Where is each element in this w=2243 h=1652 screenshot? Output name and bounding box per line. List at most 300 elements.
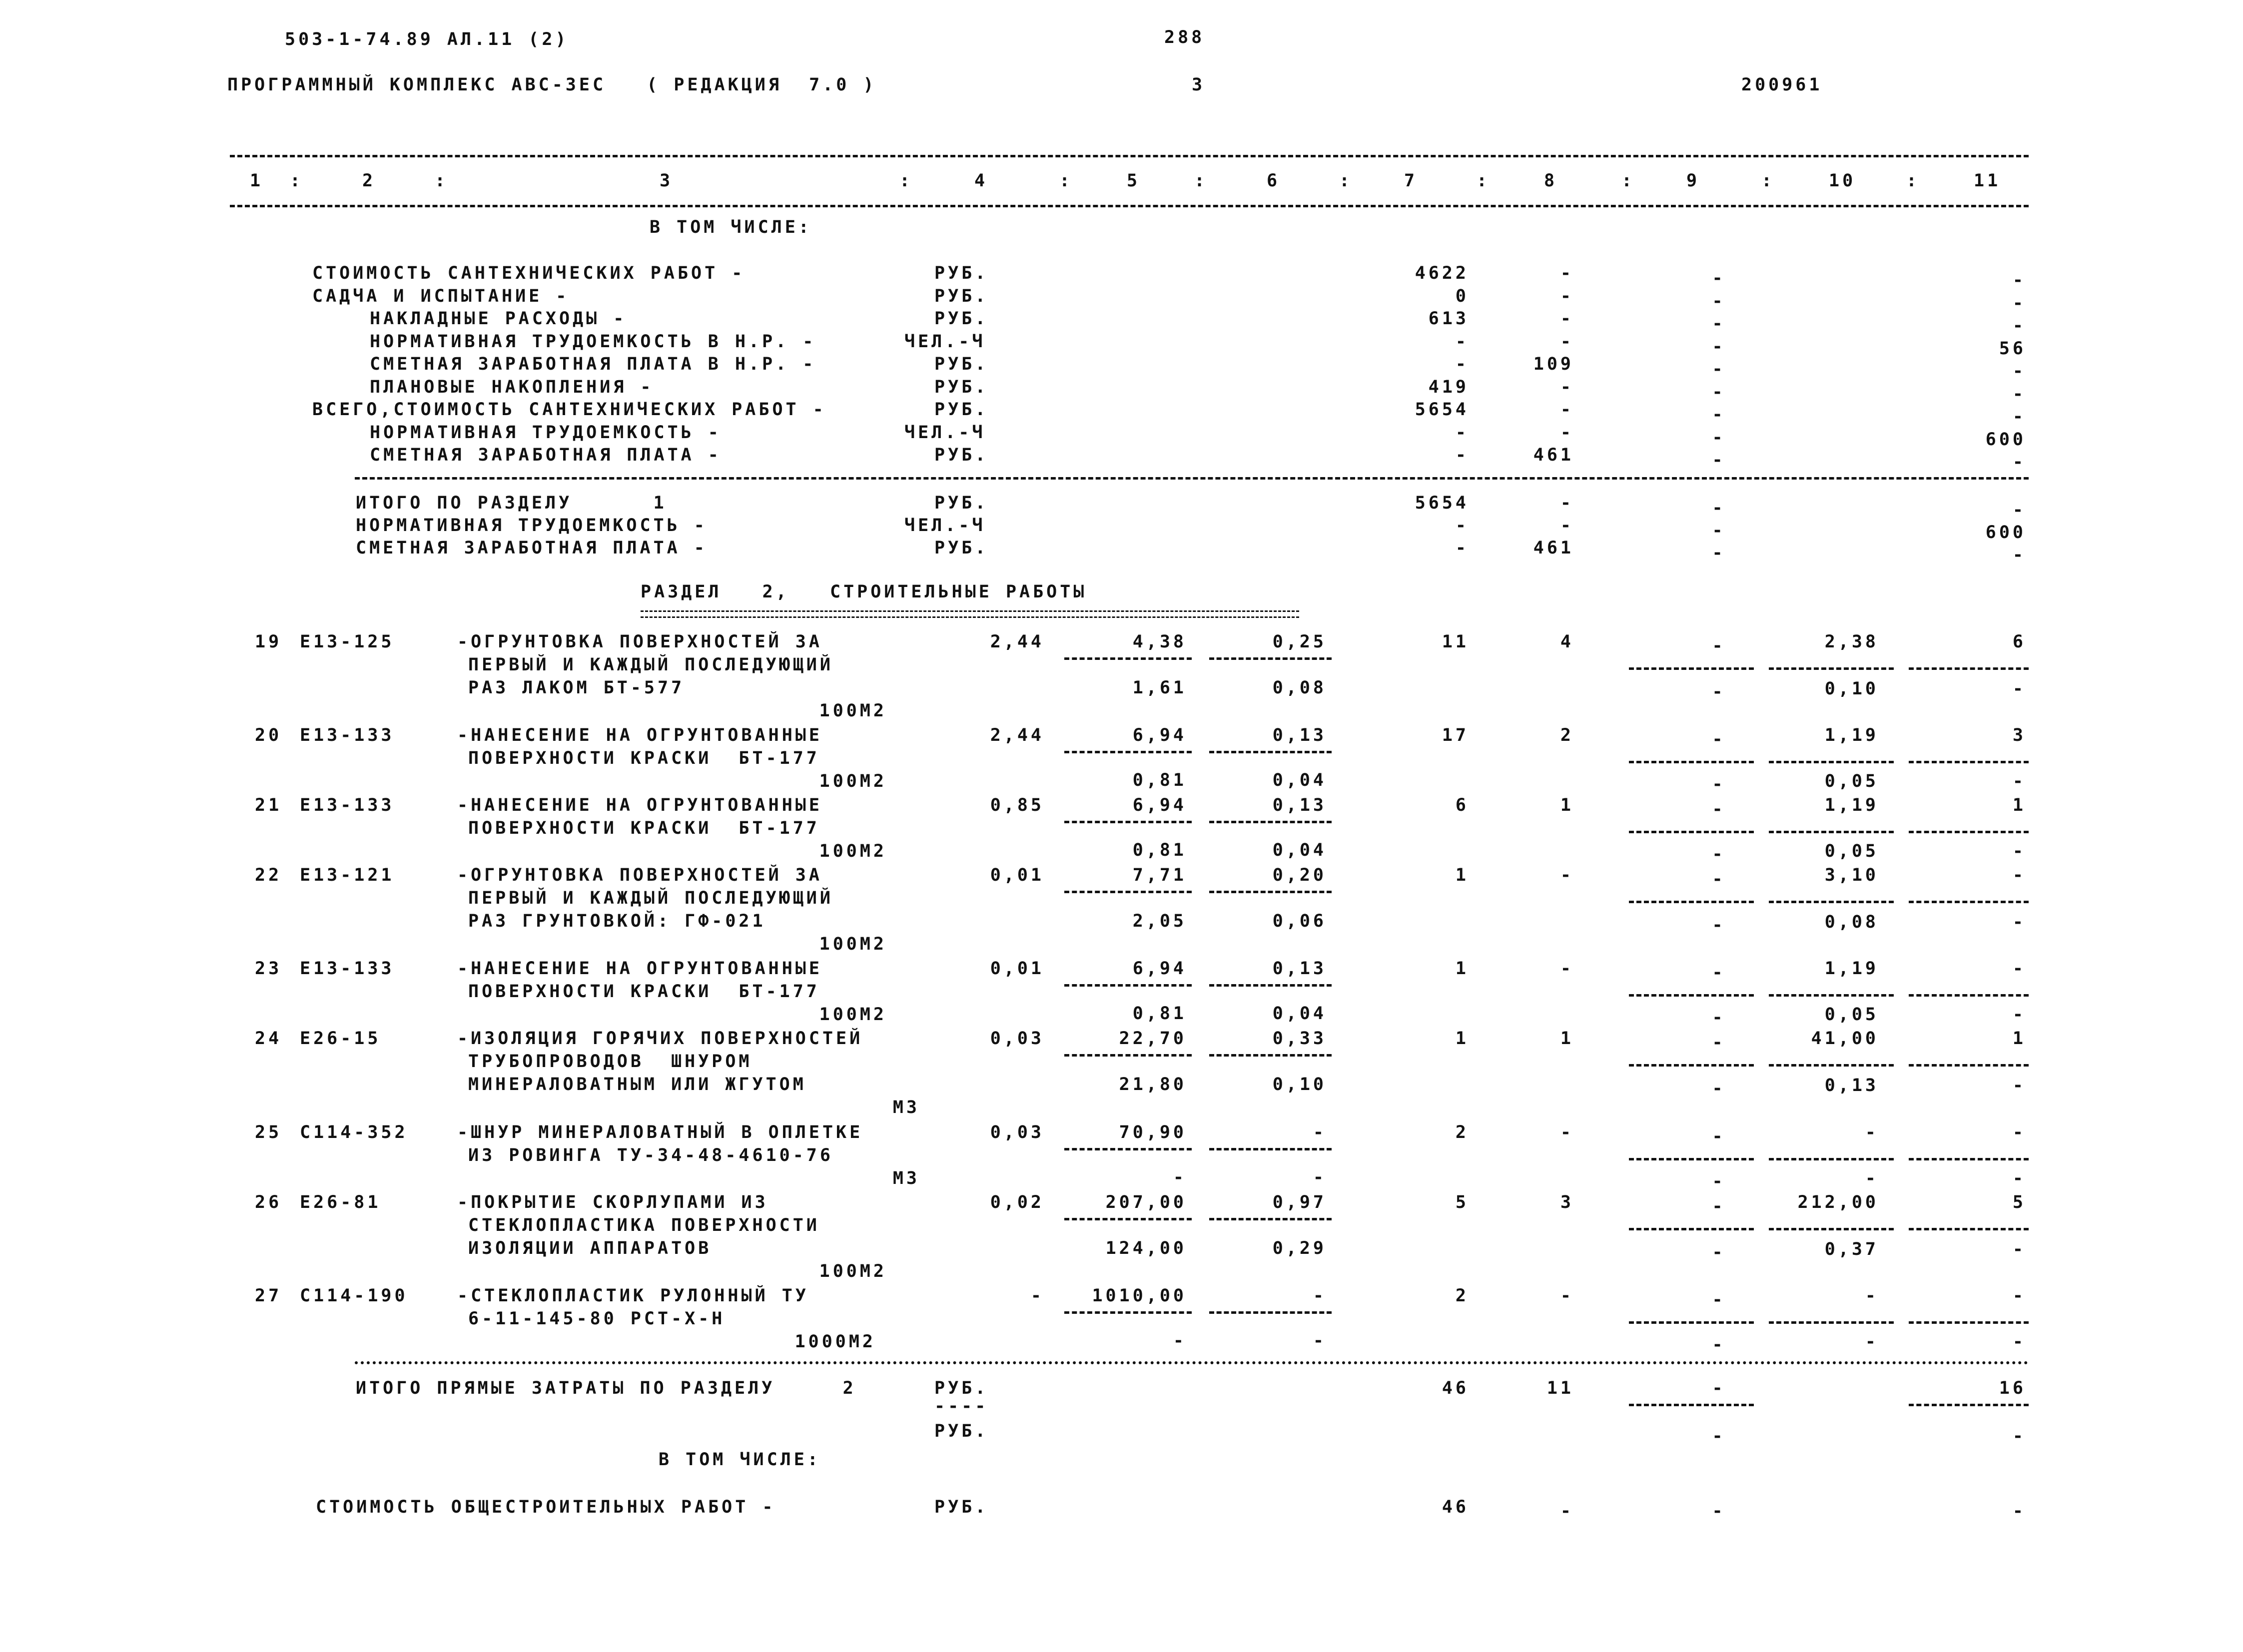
cell-c7: 17 <box>1442 725 1469 745</box>
item-code: С114-190 <box>300 1286 408 1306</box>
column-separator: : <box>435 171 449 191</box>
cell-c11: - <box>2012 1286 2026 1306</box>
cell-c6: - <box>1313 1122 1327 1142</box>
cell-rule <box>1209 1148 1332 1150</box>
cell-rule <box>1769 1064 1894 1067</box>
cell-c10: 1,19 <box>1824 959 1879 979</box>
summary-unit: РУБ. <box>934 354 989 374</box>
cell-rule <box>1909 1158 2029 1160</box>
summary-label: НОРМАТИВНАЯ ТРУДОЕМКОСТЬ - <box>370 422 722 443</box>
total-unit: РУБ. <box>934 1421 989 1441</box>
cell-c8: 3 <box>1560 1192 1574 1212</box>
summary-unit: РУБ. <box>934 445 989 465</box>
cell-c9: - <box>1712 268 1726 288</box>
cell-c11: - <box>2012 316 2026 336</box>
cell-rule <box>1769 761 1894 763</box>
column-number: 2 <box>362 171 376 191</box>
item-number: 26 <box>255 1192 282 1212</box>
cell-rule <box>1769 1158 1894 1160</box>
cell-c8: 461 <box>1533 538 1574 558</box>
cell-rule <box>1909 831 2029 833</box>
cell-c7: 46 <box>1442 1497 1469 1517</box>
cell-c7: 1 <box>1455 1029 1469 1049</box>
cell-c9: - <box>1712 869 1726 889</box>
item-description: -ПОКРЫТИЕ СКОРЛУПАМИ ИЗ <box>457 1192 768 1212</box>
item-quantity: 0,02 <box>990 1192 1044 1212</box>
cell-c5: 0,81 <box>1132 840 1187 860</box>
total-unit: РУБ. <box>934 538 989 558</box>
cell-c6: 0,25 <box>1272 632 1327 652</box>
cell-c6: 0,20 <box>1272 865 1327 885</box>
item-number: 23 <box>255 959 282 979</box>
cell-rule <box>1769 831 1894 833</box>
cell-c11: - <box>2012 1122 2026 1142</box>
column-separator: : <box>1761 171 1775 191</box>
cell-rule <box>1209 984 1332 987</box>
cell-c6: 0,13 <box>1272 795 1327 815</box>
item-description: ПЕРВЫЙ И КАЖДЫЙ ПОСЛЕДУЮЩИЙ <box>468 655 833 675</box>
cell-c11: 5 <box>2012 1192 2026 1212</box>
section-title: РАЗДЕЛ 2, СТРОИТЕЛЬНЫЕ РАБОТЫ <box>641 582 1087 602</box>
cell-c7: - <box>1455 516 1469 536</box>
cell-c7: 2 <box>1455 1286 1469 1306</box>
column-number: 3 <box>660 171 674 191</box>
cell-c5: 4,38 <box>1132 632 1187 652</box>
item-description: ИЗ РОВИНГА ТУ-34-48-4610-76 <box>468 1145 833 1165</box>
cell-c8: - <box>1560 959 1574 979</box>
cell-c10: 1,19 <box>1824 795 1879 815</box>
cell-c11: 600 <box>1985 429 2026 450</box>
cell-c11: 1 <box>2012 795 2026 815</box>
cell-c6: 0,04 <box>1272 840 1327 860</box>
cell-c11: - <box>2012 865 2026 885</box>
cell-c8: - <box>1560 422 1574 443</box>
cell-c5: 207,00 <box>1105 1192 1187 1212</box>
item-description: -ИЗОЛЯЦИЯ ГОРЯЧИХ ПОВЕРХНОСТЕЙ <box>457 1029 863 1049</box>
cell-c11: 3 <box>2012 725 2026 745</box>
sheet-number: 3 <box>1192 75 1206 95</box>
cell-c5: 21,80 <box>1119 1075 1187 1095</box>
item-quantity: 0,85 <box>990 795 1044 815</box>
cell-c11: - <box>2012 384 2026 404</box>
cell-c5: 1010,00 <box>1092 1286 1187 1306</box>
summary-label: СМЕТНАЯ ЗАРАБОТНАЯ ПЛАТА В Н.Р. - <box>370 354 816 374</box>
cell-c10: 0,10 <box>1824 679 1879 699</box>
summary-label: НАКЛАДНЫЕ РАСХОДЫ - <box>370 309 627 329</box>
item-code: С114-352 <box>300 1122 408 1142</box>
cell-c10: - <box>1865 1332 1879 1352</box>
cell-rule <box>1064 1311 1192 1314</box>
cell-c9: - <box>1712 774 1726 794</box>
cell-c7: - <box>1455 422 1469 443</box>
column-number: 10 <box>1829 171 1856 191</box>
cell-rule <box>1629 1158 1754 1160</box>
cell-c11: 6 <box>2012 632 2026 652</box>
cell-c7: 4622 <box>1415 263 1469 283</box>
cell-rule <box>1064 821 1192 823</box>
cell-c8: - <box>1560 286 1574 306</box>
total-unit-dash: ---- <box>934 1396 989 1416</box>
cell-c9: - <box>1712 682 1726 702</box>
cell-c7: - <box>1455 538 1469 558</box>
cell-c10: - <box>1865 1286 1879 1306</box>
cell-c5: 1,61 <box>1132 678 1187 698</box>
cell-rule <box>1629 1228 1754 1230</box>
cell-c6: - <box>1313 1286 1327 1306</box>
cell-c9: - <box>1712 427 1726 448</box>
cell-c11: - <box>2012 1332 2026 1352</box>
cell-c10: 0,05 <box>1824 1005 1879 1025</box>
cell-c11: - <box>2012 1168 2026 1188</box>
item-number: 27 <box>255 1286 282 1306</box>
cell-rule <box>1064 751 1192 753</box>
cell-c5: 6,94 <box>1132 795 1187 815</box>
page-number: 288 <box>1164 27 1205 47</box>
summary-unit: РУБ. <box>934 286 989 306</box>
cell-c5: 22,70 <box>1119 1029 1187 1049</box>
cell-rule <box>1209 821 1332 823</box>
cell-c7: 6 <box>1455 795 1469 815</box>
cell-c7: - <box>1455 331 1469 352</box>
cell-rule <box>1064 891 1192 893</box>
column-number: 7 <box>1404 171 1418 191</box>
cell-c11: - <box>2012 361 2026 381</box>
cell-c11: - <box>2012 270 2026 290</box>
cell-c8: 461 <box>1533 445 1574 465</box>
item-quantity: 0,01 <box>990 865 1044 885</box>
item-unit: 1000М2 <box>794 1332 876 1352</box>
cell-c9: - <box>1712 963 1726 983</box>
item-unit: М3 <box>892 1098 920 1117</box>
item-unit: 100М2 <box>819 841 887 861</box>
cell-c9: - <box>1712 521 1726 541</box>
total-unit: ЧЕЛ.-Ч <box>904 516 986 536</box>
item-unit: 100М2 <box>819 934 887 954</box>
cell-c7: 419 <box>1428 377 1469 397</box>
rule-header-bottom <box>230 205 2029 207</box>
cell-c11: - <box>2012 500 2026 520</box>
cell-c8: - <box>1560 865 1574 885</box>
cell-c8: - <box>1560 309 1574 329</box>
total-unit: РУБ. <box>934 493 989 513</box>
cell-rule <box>1064 657 1192 660</box>
cell-rule <box>1629 761 1754 763</box>
summary-unit: ЧЕЛ.-Ч <box>904 422 986 443</box>
cell-c5: 2,05 <box>1132 911 1187 931</box>
summary-label: САДЧА И ИСПЫТАНИЕ - <box>312 286 570 306</box>
rule-section1-total <box>355 477 2029 480</box>
cell-c9: - <box>1712 1335 1726 1355</box>
cell-c9: - <box>1712 1196 1726 1216</box>
cell-c11: - <box>2012 1076 2026 1096</box>
cell-c11: - <box>2012 912 2026 932</box>
cell-rule <box>1769 901 1894 903</box>
item-code: Е13-133 <box>300 725 395 745</box>
item-quantity: 0,03 <box>990 1029 1044 1049</box>
cell-c7: 613 <box>1428 309 1469 329</box>
cell-c6: 0,10 <box>1272 1075 1327 1095</box>
cell-c11: 56 <box>1999 338 2026 359</box>
cell-c9: - <box>1712 1290 1726 1310</box>
cell-c9: - <box>1712 729 1726 749</box>
cell-c5: 0,81 <box>1132 1004 1187 1024</box>
cell-c8: 2 <box>1560 725 1574 745</box>
summary-label: СТОИМОСТЬ ОБЩЕСТРОИТЕЛЬНЫХ РАБОТ - <box>316 1497 776 1517</box>
cell-c5: 0,81 <box>1132 770 1187 790</box>
cell-rule <box>1629 831 1754 833</box>
cell-c6: 0,06 <box>1272 911 1327 931</box>
section-heading: В ТОМ ЧИСЛЕ: <box>659 1450 821 1470</box>
item-description: РАЗ ГРУНТОВКОЙ: ГФ-021 <box>468 911 766 931</box>
cell-c6: 0,13 <box>1272 725 1327 745</box>
cell-c8: 11 <box>1546 1378 1574 1398</box>
cell-c9: - <box>1712 336 1726 357</box>
column-separator: : <box>1906 171 1920 191</box>
cell-c9: - <box>1712 1126 1726 1146</box>
column-number: 9 <box>1686 171 1700 191</box>
report-code: 200961 <box>1741 75 1823 95</box>
item-description: -ОГРУНТОВКА ПОВЕРХНОСТЕЙ ЗА <box>457 865 822 885</box>
cell-rule <box>1209 891 1332 893</box>
cell-c6: 0,04 <box>1272 770 1327 790</box>
cell-rule <box>1629 901 1754 903</box>
cell-c7: 5654 <box>1415 400 1469 420</box>
cell-rule <box>1909 667 2029 670</box>
cell-rule <box>1769 994 1894 997</box>
cell-c8: - <box>1560 263 1574 283</box>
item-number: 19 <box>255 632 282 652</box>
cell-c11: 600 <box>1985 523 2026 543</box>
item-description: ТРУБОПРОВОДОВ ШНУРОМ <box>468 1052 752 1072</box>
item-unit: М3 <box>892 1168 920 1188</box>
item-quantity: 2,44 <box>990 632 1044 652</box>
cell-c11: - <box>2012 452 2026 472</box>
cell-c7: 5 <box>1455 1192 1469 1212</box>
cell-c6: 0,08 <box>1272 678 1327 698</box>
cell-c10: 212,00 <box>1797 1192 1879 1212</box>
item-code: Е13-125 <box>300 632 395 652</box>
item-description: ПЕРВЫЙ И КАЖДЫЙ ПОСЛЕДУЮЩИЙ <box>468 888 833 908</box>
cell-c5: 6,94 <box>1132 725 1187 745</box>
column-number: 6 <box>1267 171 1281 191</box>
cell-c10: - <box>1865 1168 1879 1188</box>
cell-c11: - <box>2012 679 2026 699</box>
item-description: -НАНЕСЕНИЕ НА ОГРУНТОВАННЫЕ <box>457 795 822 815</box>
cell-c7: - <box>1455 445 1469 465</box>
cell-rule <box>1209 1311 1332 1314</box>
cell-c8: 1 <box>1560 795 1574 815</box>
item-unit: 100М2 <box>819 1261 887 1281</box>
cell-c11: 1 <box>2012 1029 2026 1049</box>
item-quantity: 0,01 <box>990 959 1044 979</box>
cell-c9: - <box>1712 1426 1726 1446</box>
cell-rule <box>1909 1228 2029 1230</box>
item-code: Е26-81 <box>300 1192 381 1212</box>
item-quantity: - <box>1030 1286 1044 1306</box>
cell-rule <box>1909 1321 2029 1324</box>
cell-c7: - <box>1455 354 1469 374</box>
item-description: ПОВЕРХНОСТИ КРАСКИ БТ-177 <box>468 748 820 768</box>
summary-label: ВСЕГО,СТОИМОСТЬ САНТЕХНИЧЕСКИХ РАБОТ - <box>312 400 826 420</box>
cell-c9: - <box>1712 382 1726 402</box>
cell-c10: - <box>1865 1122 1879 1142</box>
summary-unit: РУБ. <box>934 400 989 420</box>
cell-c9: - <box>1712 1171 1726 1191</box>
cell-c5: - <box>1173 1167 1187 1187</box>
column-separator: : <box>899 171 913 191</box>
cell-c8: - <box>1560 516 1574 536</box>
column-separator: : <box>290 171 304 191</box>
total-label: ИТОГО ПО РАЗДЕЛУ 1 <box>356 493 667 513</box>
cell-c11: - <box>2012 1501 2026 1521</box>
cell-c11: - <box>2012 545 2026 565</box>
summary-unit: РУБ. <box>934 1497 989 1517</box>
cell-rule <box>1209 751 1332 753</box>
column-separator: : <box>1477 171 1491 191</box>
column-number: 8 <box>1544 171 1558 191</box>
cell-c6: 0,13 <box>1272 959 1327 979</box>
item-description: 6-11-145-80 РСТ-Х-Н <box>468 1309 726 1329</box>
cell-rule <box>1909 761 2029 763</box>
cell-c9: - <box>1712 1501 1726 1521</box>
cell-rule <box>1909 994 2029 997</box>
cell-c9: - <box>1712 1079 1726 1099</box>
item-unit: 100М2 <box>819 1005 887 1025</box>
cell-c10: 0,13 <box>1824 1076 1879 1096</box>
column-separator: : <box>1621 171 1635 191</box>
column-number: 11 <box>1974 171 2001 191</box>
cell-c8: 4 <box>1560 632 1574 652</box>
cell-rule <box>1064 1148 1192 1150</box>
cell-c6: - <box>1313 1331 1327 1351</box>
cell-c8: 1 <box>1560 1029 1574 1049</box>
cell-c9: - <box>1712 543 1726 563</box>
total-label: ИТОГО ПРЯМЫЕ ЗАТРАТЫ ПО РАЗДЕЛУ 2 <box>356 1378 856 1398</box>
cell-c5: - <box>1173 1331 1187 1351</box>
item-description: СТЕКЛОПЛАСТИКА ПОВЕРХНОСТИ <box>468 1215 820 1235</box>
cell-c9: - <box>1712 799 1726 819</box>
cell-c6: 0,33 <box>1272 1029 1327 1049</box>
summary-label: СМЕТНАЯ ЗАРАБОТНАЯ ПЛАТА - <box>370 445 722 465</box>
item-quantity: 2,44 <box>990 725 1044 745</box>
cell-c10: 41,00 <box>1811 1029 1879 1049</box>
cell-c8: - <box>1560 1286 1574 1306</box>
cell-rule <box>1209 1218 1332 1220</box>
item-code: Е13-133 <box>300 959 395 979</box>
cell-c7: 5654 <box>1415 493 1469 513</box>
cell-c6: 0,04 <box>1272 1004 1327 1024</box>
item-quantity: 0,03 <box>990 1122 1044 1142</box>
item-number: 20 <box>255 725 282 745</box>
summary-unit: РУБ. <box>934 263 989 283</box>
item-code: Е26-15 <box>300 1029 381 1049</box>
cell-c9: - <box>1712 405 1726 425</box>
item-unit: 100М2 <box>819 771 887 791</box>
item-description: -ОГРУНТОВКА ПОВЕРХНОСТЕЙ ЗА <box>457 632 822 652</box>
item-number: 21 <box>255 795 282 815</box>
cell-rule <box>1909 901 2029 903</box>
total-unit: РУБ. <box>934 1378 989 1398</box>
cell-c11: - <box>2012 1005 2026 1025</box>
cell-c10: 3,10 <box>1824 865 1879 885</box>
rule-section2-total <box>355 1361 2029 1364</box>
cell-c11: 16 <box>1999 1378 2026 1398</box>
column-separator: : <box>1059 171 1073 191</box>
cell-c9: - <box>1712 314 1726 334</box>
cell-c7: 46 <box>1442 1378 1469 1398</box>
column-separator: : <box>1194 171 1208 191</box>
column-number: 5 <box>1127 171 1141 191</box>
cell-c5: 6,94 <box>1132 959 1187 979</box>
cell-c9: - <box>1712 359 1726 379</box>
cell-c6: - <box>1313 1167 1327 1187</box>
cell-c8: - <box>1560 493 1574 513</box>
rule-top <box>230 155 2029 157</box>
cell-rule <box>1769 1321 1894 1324</box>
cell-c10: 0,08 <box>1824 912 1879 932</box>
summary-label: ПЛАНОВЫЕ НАКОПЛЕНИЯ - <box>370 377 654 397</box>
program-title: ПРОГРАММНЫЙ КОМПЛЕКС АВС-3ЕС ( РЕДАКЦИЯ 7.0 ) <box>227 75 877 95</box>
cell-c9: - <box>1712 844 1726 864</box>
item-code: Е13-133 <box>300 795 395 815</box>
column-number: 1 <box>250 171 264 191</box>
cell-c7: 11 <box>1442 632 1469 652</box>
cell-c10: 0,05 <box>1824 771 1879 791</box>
cell-c9: - <box>1712 1242 1726 1262</box>
cell-rule <box>1629 1321 1754 1324</box>
summary-unit: РУБ. <box>934 309 989 329</box>
cell-c9: - <box>1712 498 1726 518</box>
cell-c9: - <box>1712 450 1726 470</box>
summary-label: СТОИМОСТЬ САНТЕХНИЧЕСКИХ РАБОТ - <box>312 263 746 283</box>
cell-c9: - <box>1712 291 1726 311</box>
cell-rule <box>1769 667 1894 670</box>
cell-c10: 0,05 <box>1824 841 1879 861</box>
cell-c11: - <box>2012 771 2026 791</box>
item-description: -СТЕКЛОПЛАСТИК РУЛОННЫЙ ТУ <box>457 1286 809 1306</box>
cell-c5: 7,71 <box>1132 865 1187 885</box>
item-description: ИЗОЛЯЦИИ АППАРАТОВ <box>468 1238 712 1258</box>
section-heading: В ТОМ ЧИСЛЕ: <box>650 217 812 237</box>
cell-c9: - <box>1712 1378 1726 1398</box>
cell-c9: - <box>1712 1033 1726 1053</box>
cell-c7: 2 <box>1455 1122 1469 1142</box>
summary-unit: РУБ. <box>934 377 989 397</box>
summary-unit: ЧЕЛ.-Ч <box>904 331 986 352</box>
cell-rule <box>1209 657 1332 660</box>
cell-rule <box>1769 1228 1894 1230</box>
item-number: 24 <box>255 1029 282 1049</box>
item-number: 25 <box>255 1122 282 1142</box>
cell-c9: - <box>1712 1008 1726 1028</box>
cell-rule <box>1629 994 1754 997</box>
column-number: 4 <box>974 171 988 191</box>
cell-rule <box>1629 667 1754 670</box>
cell-rule <box>1209 1054 1332 1057</box>
cell-rule <box>1629 1064 1754 1067</box>
cell-c11: - <box>2012 1426 2026 1446</box>
cell-rule <box>1064 1054 1192 1057</box>
cell-c8: - <box>1560 1501 1574 1521</box>
cell-c9: - <box>1712 636 1726 656</box>
item-description: РАЗ ЛАКОМ БТ-577 <box>468 678 685 698</box>
cell-c8: - <box>1560 400 1574 420</box>
cell-rule <box>1629 1404 1754 1406</box>
item-description: -НАНЕСЕНИЕ НА ОГРУНТОВАННЫЕ <box>457 959 822 979</box>
cell-rule <box>1909 1064 2029 1067</box>
total-label: СМЕТНАЯ ЗАРАБОТНАЯ ПЛАТА - <box>356 538 708 558</box>
cell-c5: 70,90 <box>1119 1122 1187 1142</box>
